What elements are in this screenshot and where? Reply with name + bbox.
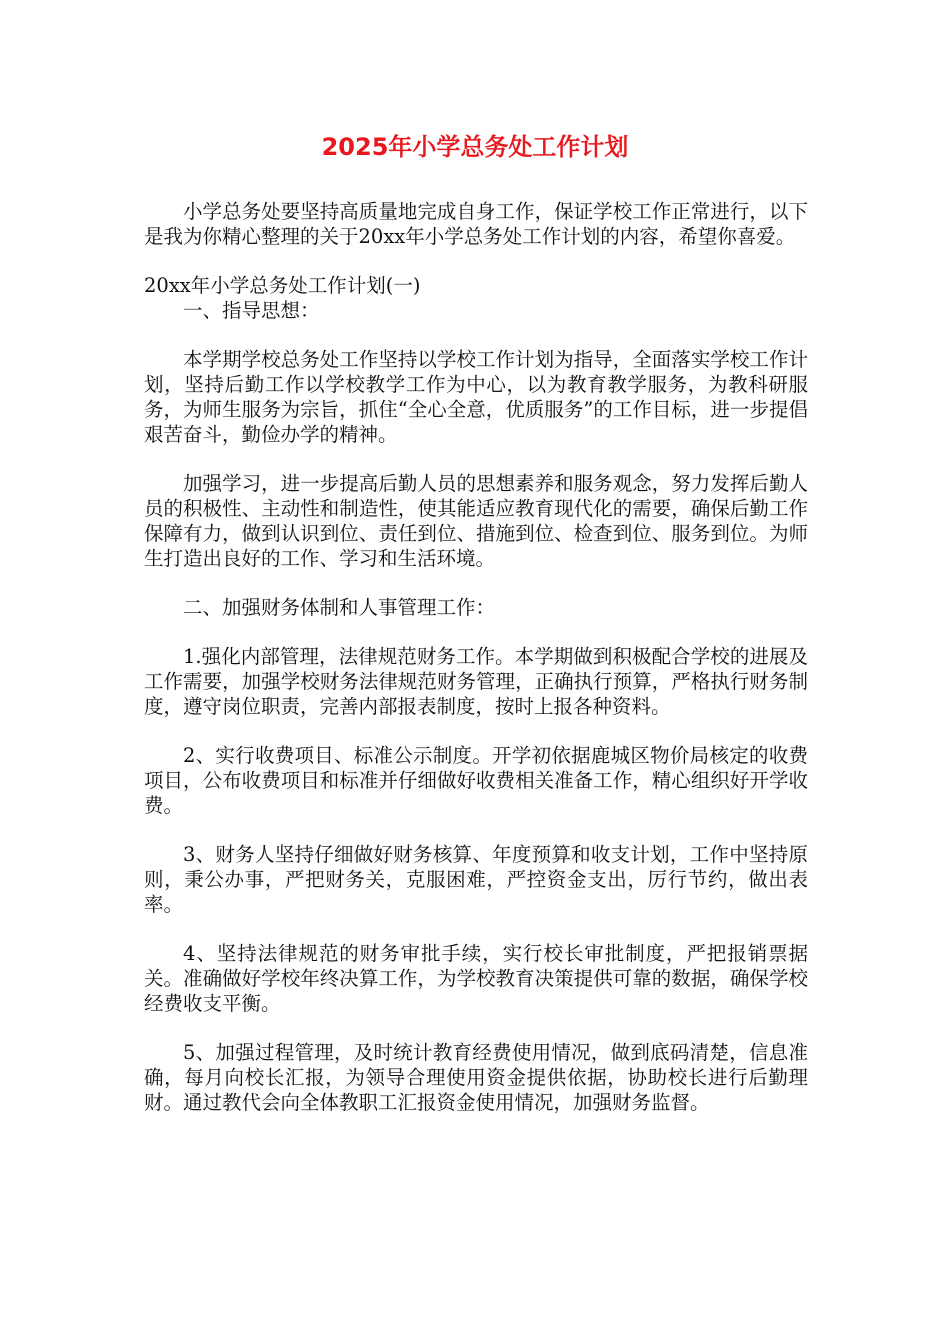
document-title: 2025年小学总务处工作计划 <box>321 133 629 161</box>
intro-paragraph: 小学总务处要坚持高质量地完成自身工作，保证学校工作正常进行，以下是我为你精心整理的关于20xx年小学总务处工作计划的内容，希望你喜爱。 <box>144 200 808 248</box>
document-body <box>144 199 808 1139</box>
paragraph-study: 加强学习，进一步提高后勤人员的思想素养和服务观念，努力发挥后勤人员的积极性、主动性和制造性，使其能适应教育现代化的需要，确保后勤工作保障有力，做到认识到位、责任到位、措施到位、检查到位、服务到位。为师生打造出良好的工作、学习和生活环境。 <box>144 472 808 570</box>
list-item-1: 1.强化内部管理，法律规范财务工作。本学期做到积极配合学校的进展及工作需要，加强学校财务法律规范财务管理，正确执行预算，严格执行财务制度，遵守岗位职责，完善内部报表制度，按时上报各种资料。 <box>144 645 808 718</box>
list-item-2: 2、实行收费项目、标准公示制度。开学初依据鹿城区物价局核定的收费项目，公布收费项目和标准并仔细做好收费相关准备工作，精心组织好开学收费。 <box>144 744 808 817</box>
list-item-5: 5、加强过程管理，及时统计教育经费使用情况，做到底码清楚，信息准确，每月向校长汇报，为领导合理使用资金提供依据，协助校长进行后勤理财。通过教代会向全体教职工汇报资金使用情况，加强财务监督。 <box>144 1041 808 1114</box>
section-title: 20xx年小学总务处工作计划(一) <box>144 274 421 297</box>
list-item-4: 4、坚持法律规范的财务审批手续，实行校长审批制度，严把报销票据关。准确做好学校年终决算工作，为学校教育决策提供可靠的数据，确保学校经费收支平衡。 <box>144 942 808 1015</box>
heading-guiding-ideology: 一、指导思想： <box>183 299 320 322</box>
paragraph-work-plan: 本学期学校总务处工作坚持以学校工作计划为指导，全面落实学校工作计划，坚持后勤工作以学校教学工作为中心，以为教育教学服务，为教科研服务，为师生服务为宗旨，抓住“全心全意，优质服务”的工作目标，进一步提倡艰苦奋斗，勤俭办学的精神。 <box>144 348 808 446</box>
heading-finance-management: 二、加强财务体制和人事管理工作： <box>183 596 496 619</box>
list-item-3: 3、财务人坚持仔细做好财务核算、年度预算和收支计划，工作中坚持原则，秉公办事，严把财务关，克服困难，严控资金支出，厉行节约，做出表率。 <box>144 843 808 916</box>
